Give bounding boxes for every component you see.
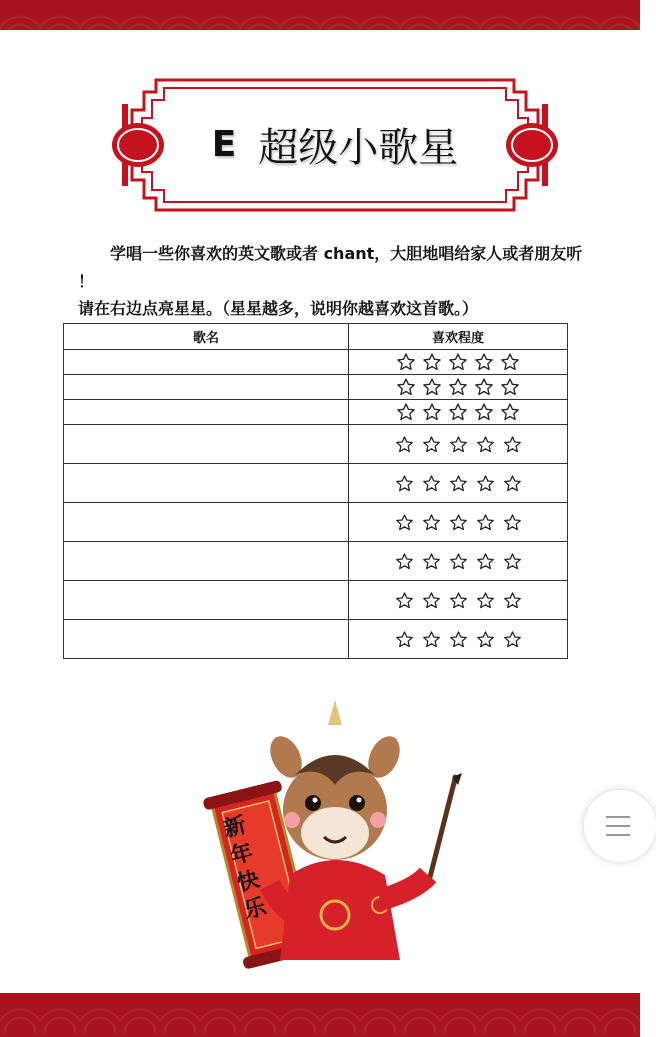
- star-outline-icon[interactable]: [422, 474, 441, 493]
- star-outline-icon[interactable]: [476, 435, 495, 454]
- rating-cell: [349, 375, 568, 400]
- star-outline-icon[interactable]: [396, 377, 416, 397]
- star-outline-icon[interactable]: [395, 474, 414, 493]
- section-letter: E: [211, 123, 237, 165]
- star-outline-icon[interactable]: [503, 474, 522, 493]
- table-row: [64, 350, 568, 375]
- star-outline-icon[interactable]: [449, 513, 468, 532]
- instructions: [78, 240, 618, 318]
- table-row: [64, 464, 568, 503]
- star-outline-icon[interactable]: [503, 513, 522, 532]
- star-outline-icon[interactable]: [476, 630, 495, 649]
- header-rating: 喜欢程度: [349, 324, 568, 350]
- rating-cell: [349, 503, 568, 542]
- star-outline-icon[interactable]: [476, 591, 495, 610]
- star-outline-icon[interactable]: [422, 402, 442, 422]
- star-outline-icon[interactable]: [500, 377, 520, 397]
- star-outline-icon[interactable]: [395, 591, 414, 610]
- star-outline-icon[interactable]: [395, 630, 414, 649]
- star-outline-icon[interactable]: [422, 513, 441, 532]
- song-name-cell[interactable]: [64, 542, 349, 581]
- menu-icon: [606, 816, 630, 818]
- star-outline-icon[interactable]: [448, 352, 468, 372]
- instruction-line-3: 请在右边点亮星星。（星星越多，说明你越喜欢这首歌。）: [78, 299, 479, 318]
- header-song-name: 歌名: [64, 324, 349, 350]
- star-outline-icon[interactable]: [449, 474, 468, 493]
- star-outline-icon[interactable]: [422, 352, 442, 372]
- star-outline-icon[interactable]: [503, 630, 522, 649]
- star-outline-icon[interactable]: [422, 377, 442, 397]
- rating-cell: [349, 581, 568, 620]
- floating-menu-button[interactable]: [584, 790, 656, 862]
- song-name-cell[interactable]: [64, 425, 349, 464]
- star-outline-icon[interactable]: [474, 352, 494, 372]
- banner-title: [108, 114, 562, 174]
- star-outline-icon[interactable]: [476, 513, 495, 532]
- table-row: [64, 503, 568, 542]
- star-outline-icon[interactable]: [449, 552, 468, 571]
- song-name-cell[interactable]: [64, 581, 349, 620]
- section-title: 超级小歌星: [258, 124, 459, 171]
- table-row: [64, 425, 568, 464]
- song-name-cell[interactable]: [64, 375, 349, 400]
- star-outline-icon[interactable]: [500, 402, 520, 422]
- table-header-row: [64, 324, 568, 350]
- song-name-cell[interactable]: [64, 350, 349, 375]
- star-outline-icon[interactable]: [395, 552, 414, 571]
- star-outline-icon[interactable]: [449, 435, 468, 454]
- star-outline-icon[interactable]: [476, 552, 495, 571]
- song-name-cell[interactable]: [64, 464, 349, 503]
- star-outline-icon[interactable]: [503, 591, 522, 610]
- star-outline-icon[interactable]: [500, 352, 520, 372]
- top-decor-band: [0, 0, 640, 30]
- instruction-line-2: ！: [78, 272, 95, 291]
- star-outline-icon[interactable]: [396, 402, 416, 422]
- table-row: [64, 542, 568, 581]
- star-outline-icon[interactable]: [474, 402, 494, 422]
- star-outline-icon[interactable]: [503, 552, 522, 571]
- star-outline-icon[interactable]: [422, 435, 441, 454]
- table-row: [64, 620, 568, 659]
- star-outline-icon[interactable]: [422, 591, 441, 610]
- star-outline-icon[interactable]: [422, 552, 441, 571]
- song-name-cell[interactable]: [64, 620, 349, 659]
- star-outline-icon[interactable]: [476, 474, 495, 493]
- rating-cell: [349, 542, 568, 581]
- song-rating-table: [63, 323, 568, 659]
- song-name-cell[interactable]: [64, 503, 349, 542]
- star-outline-icon[interactable]: [449, 630, 468, 649]
- star-outline-icon[interactable]: [448, 402, 468, 422]
- couplet-text: 新 年 快 乐: [221, 811, 269, 925]
- star-outline-icon[interactable]: [422, 630, 441, 649]
- rating-cell: [349, 620, 568, 659]
- star-outline-icon[interactable]: [503, 435, 522, 454]
- title-banner: [108, 70, 562, 220]
- star-outline-icon[interactable]: [395, 513, 414, 532]
- rating-cell: [349, 350, 568, 375]
- star-outline-icon[interactable]: [396, 352, 416, 372]
- star-outline-icon[interactable]: [474, 377, 494, 397]
- star-outline-icon[interactable]: [395, 435, 414, 454]
- instruction-line-1: 学唱一些你喜欢的英文歌或者 chant，大胆地唱给家人或者朋友听: [110, 244, 583, 263]
- star-outline-icon[interactable]: [448, 377, 468, 397]
- song-name-cell[interactable]: [64, 400, 349, 425]
- rating-cell: [349, 400, 568, 425]
- table-row: [64, 581, 568, 620]
- bottom-decor-band: [0, 993, 640, 1037]
- rating-cell: [349, 425, 568, 464]
- table-row: [64, 375, 568, 400]
- star-outline-icon[interactable]: [449, 591, 468, 610]
- table-row: [64, 400, 568, 425]
- rating-cell: [349, 464, 568, 503]
